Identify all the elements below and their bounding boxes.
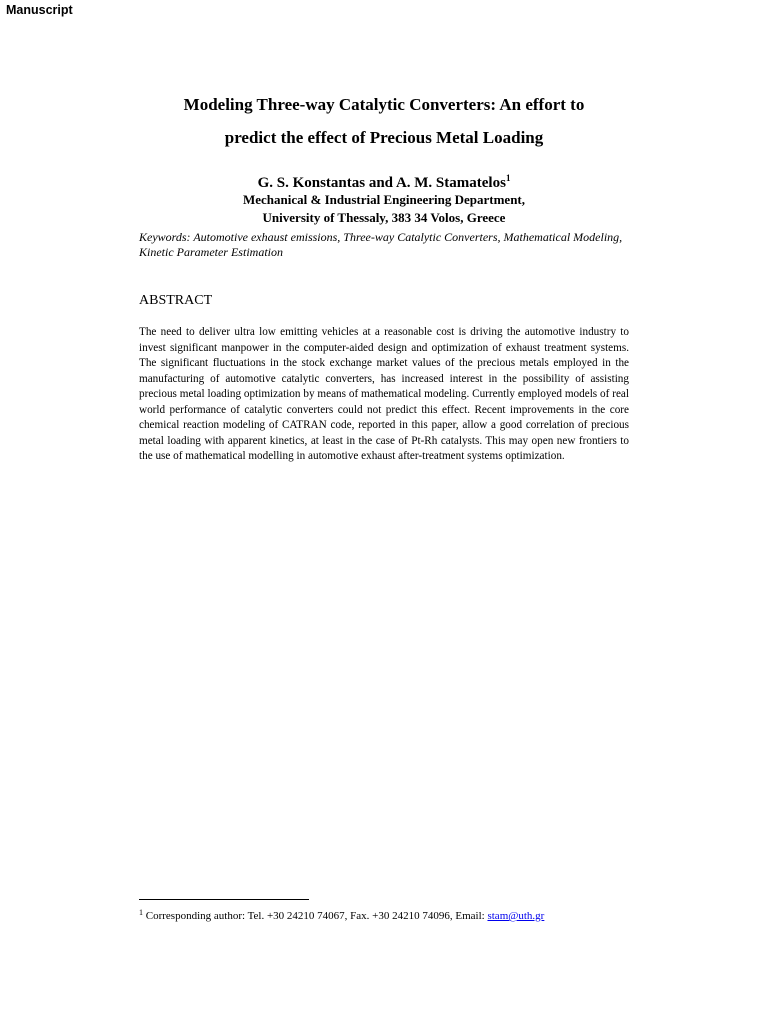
manuscript-label: Manuscript [6,3,73,17]
keywords: Keywords: Automotive exhaust emissions, Three-way Catalytic Converters, Mathematical Modeling, Kinetic Parameter Estimation [139,230,623,259]
footnote-divider [139,899,309,900]
affiliation [0,191,768,227]
title-line-1: Modeling Three-way Catalytic Converters: An effort to [183,95,585,114]
author-footnote-marker[interactable]: 1 [505,173,511,183]
title-line-2: predict the effect of Precious Metal Loading [224,128,544,147]
footnote-text: Corresponding author: Tel. +30 24210 74067, Fax. +30 24210 74096, Email: [143,910,488,922]
abstract-body: The need to deliver ultra low emitting vehicles at a reasonable cost is driving the automotive industry to invest significant manpower in the computer-aided design and optimization of exhaust treatment systems. The significant fluctuations in the stock exchange market values of the precious metals employed in the manufacturing of automotive catalytic converters, has increased interest in the possibility of assisting precious metal loading optimization by means of mathematical modeling. Currently employed models of real world performance of catalytic converters could not predict this effect. Recent improvements in the core chemical reaction modeling of CATRAN code, reported in this paper, allow a good correlation of precious metal loading with apparent kinetics, at least in the case of Pt-Rh catalysts. This may open new frontiers to the use of mathematical modelling in automotive exhaust after-treatment systems optimization. [139,326,629,462]
author-names: G. S. Konstantas and A. M. Stamatelos [257,175,506,191]
affiliation-department: Mechanical & Industrial Engineering Department, [242,192,525,207]
email-link[interactable]: stam@uth.gr [487,910,545,922]
affiliation-university: University of Thessaly, 383 34 Volos, Greece [262,210,506,225]
footnote-marker: 1 [139,908,143,917]
paper-title [0,88,768,154]
footnote [139,905,544,924]
authors [0,168,768,193]
abstract-heading: ABSTRACT [139,293,213,308]
